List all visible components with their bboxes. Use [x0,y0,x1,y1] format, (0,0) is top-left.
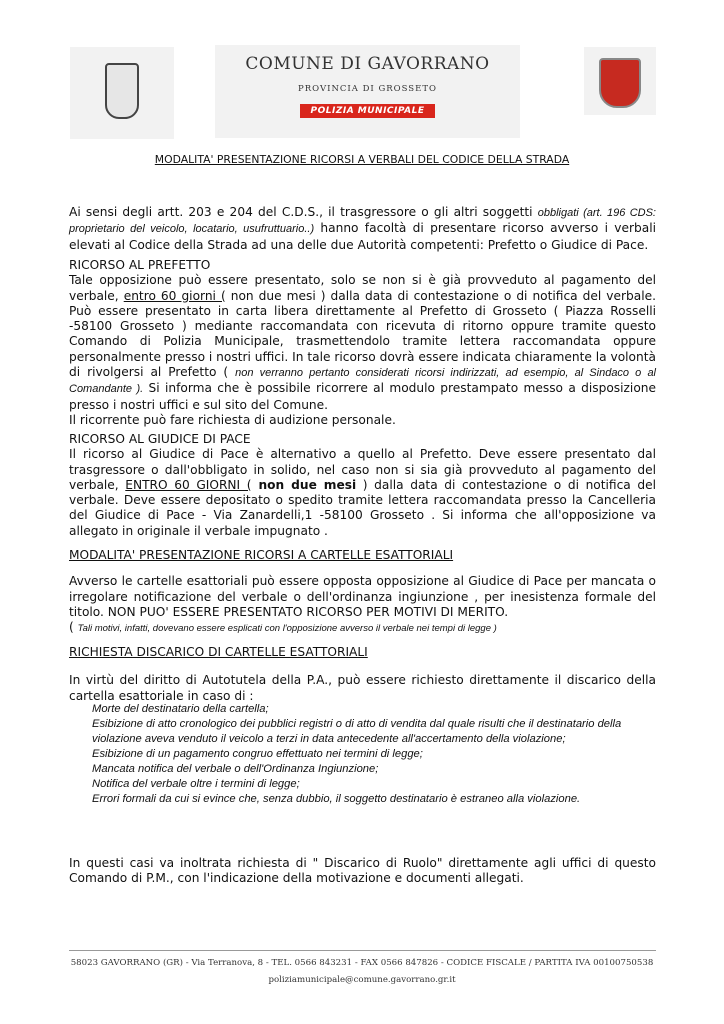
section-prefetto [69,258,656,428]
prefetto-text-2: non due mesi ) dalla data di contestazione o di notifica del verbale. Può essere presentato in carta libera direttamente al Prefetto di Grosseto ( Piazza Rosselli -58100 Grosseto ) mediante raccomandata con ricevuta di ritorno oppure tramite questo Comando di Polizia Municipale, trasmettendolo tramite lettera raccomandata oppure personalmente presso i nostri uffici. In tale ricorso dovrà essere indicata chiaramente la volontà di rivolgersi al Prefetto ( [69,288,656,380]
giudice-text-2: ) dalla data di contestazione o di notifica del verbale. Deve essere depositato o spedito tramite lettera raccomandata presso la Cancelleria del Giudice di Pace - Via Zanardelli,1 -58100 Grosseto . Si informa che all'opposizione va allegato in originale il verbale impugnato . [69,477,656,538]
municipal-crest-logo [70,47,174,139]
list-item: Errori formali da cui si evince che, senza dubbio, il soggetto destinatario è estraneo alla violazione. [92,793,581,805]
region-shield-icon [599,58,641,108]
footer-email: poliziamunicipale@comune.gavorrano.gr.it [268,975,456,985]
giudice-text-1: Il ricorso al Giudice di Pace è alternativo a quello al Prefetto. Deve essere presentato dal trasgressore o dall'obbligato in solido, nel caso non si sia già provveduto al pagamento del verbale, [69,447,656,492]
cartelle-note: Tali motivi, infatti, dovevano essere esplicati con l'opposizione avverso il verbale nei tempi di legge ) [77,623,497,635]
prefetto-audizione: Il ricorrente può fare richiesta di audizione personale. [69,412,396,427]
letterhead [215,45,520,138]
list-item: Morte del destinatario della cartella; [92,703,269,715]
prefetto-text-3: Si informa che è possibile ricorrere al modulo prestampato messo a disposizione presso i nostri uffici e sul sito del Comune. [69,381,656,412]
cartelle-paragraph: Avverso le cartelle esattoriali può essere opposta opposizione al Giudice di Pace per mancata o irregolare notificazione del verbale o dell'ordinanza ingiunzione , per inesistenza formale del titolo. NON PUO' ESSERE PRESENTATO RICORSO PER MOTIVI DI MERITO. [69,574,656,619]
letterhead-subtitle: PROVINCIA DI GROSSETO [298,84,437,94]
section-giudice [69,432,656,539]
police-badge: POLIZIA MUNICIPALE [300,104,434,118]
discarico-closing: In questi casi va inoltrata richiesta di " Discarico di Ruolo" direttamente agli uffici di questo Comando di P.M., con l'indicazione della motivazione e documenti allegati. [69,856,656,886]
intro-text-1: Ai sensi degli artt. 203 e 204 del C.D.S., il trasgressore o gli altri soggetti [69,205,538,219]
list-item: Notifica del verbale oltre i termini di legge; [92,778,300,790]
list-item: Mancata notifica del verbale o dell'Ordinanza Ingiunzione; [92,763,379,775]
giudice-deadline: ENTRO 60 GIORNI ( [125,477,252,492]
intro-text-2: hanno facoltà di presentare ricorso avverso i verbali elevati al Codice della Strada ad una delle due Autorità competenti: Prefetto o Giudice di Pace. [69,221,656,252]
crest-icon [105,63,139,119]
prefetto-deadline: entro 60 giorni ( [123,288,226,303]
prefetto-text-1: Tale opposizione può essere presentato, solo se non si è già provveduto al pagamento del verbale, [69,273,656,303]
letterhead-title: COMUNE DI GAVORRANO [245,54,490,74]
intro-paragraph [69,205,656,253]
region-logo [584,47,656,115]
discarico-heading: RICHIESTA DISCARICO DI CARTELLE ESATTORIALI [69,645,368,659]
footer-address: 58023 GAVORRANO (GR) - Via Terranova, 8 - TEL. 0566 843231 - FAX 0566 847826 - CODICE FISCALE / PARTITA IVA 00100750538 [70,958,654,968]
section-cartelle [69,548,656,636]
discarico-intro: In virtù del diritto di Autotutela della P.A., può essere richiesto direttamente il discarico della cartella esattoriale in caso di : [69,673,656,703]
document-title: MODALITA' PRESENTAZIONE RICORSI A VERBALI DEL CODICE DELLA STRADA [154,153,570,166]
giudice-bold: non due mesi [251,477,357,492]
intro-italic: obbligati (art. 196 CDS: proprietario del veicolo, locatario, usufruttuario..) [69,207,656,236]
section-discarico [69,645,656,704]
cartelle-heading: MODALITA' PRESENTAZIONE RICORSI A CARTELLE ESATTORIALI [69,548,454,562]
discarico-list [92,702,662,807]
list-item: Esibizione di un pagamento congruo effettuato nei termini di legge; [92,748,423,760]
prefetto-heading: RICORSO AL PREFETTO [69,258,211,272]
list-item: Esibizione di atto cronologico dei pubblici registri o di atto di vendita dal quale risulti che il destinatario della violazione aveva venduto il veicolo a terzi in data antecedente all'accertamento della violazione; [92,718,622,745]
prefetto-italic: non verranno pertanto considerati ricorsi indirizzati, ad esempio, al Sindaco o al Comandante ). [69,367,656,396]
footer-divider [69,950,656,951]
giudice-heading: RICORSO AL GIUDICE DI PACE [69,432,251,446]
cartelle-paren: ( [69,620,78,635]
